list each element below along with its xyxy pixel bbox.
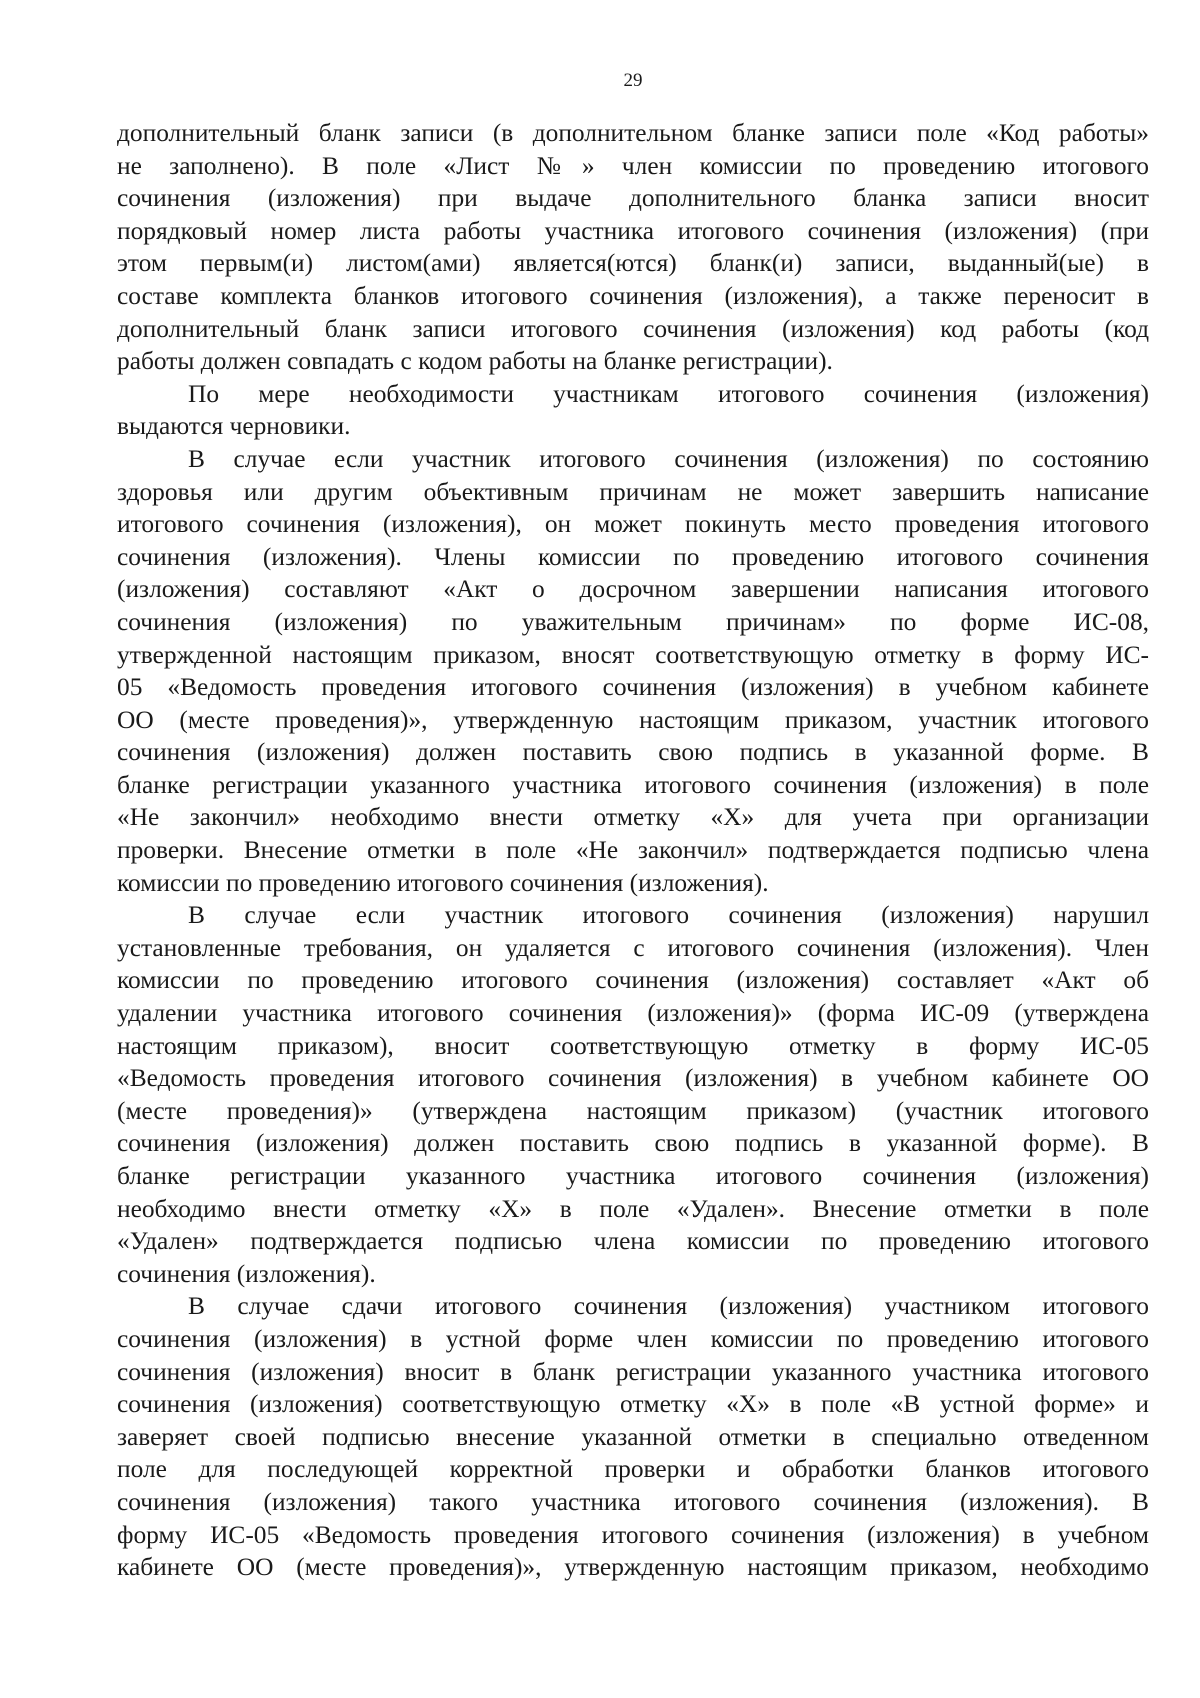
text-line: По мере необходимости участникам итогового сочинения (изложения) <box>188 379 1149 408</box>
text-line: сочинения (изложения) соответствующую отметку «Х» в поле «В устной форме» и <box>117 1390 1149 1419</box>
text-line: этом первым(и) листом(ами) является(ются) бланк(и) записи, выданный(ые) в <box>117 249 1149 278</box>
text-line: сочинения (изложения) должен поставить свою подпись в указанной форме. В <box>117 738 1149 767</box>
text-line: В случае если участник итогового сочинения (изложения) по состоянию <box>188 444 1149 473</box>
text-line: сочинения (изложения) должен поставить свою подпись в указанной форме). В <box>117 1129 1149 1158</box>
text-line: сочинения (изложения) такого участника итогового сочинения (изложения). В <box>117 1487 1149 1516</box>
text-line: составе комплекта бланков итогового сочинения (изложения), а также переносит в <box>117 281 1149 310</box>
text-line: сочинения (изложения) при выдаче дополнительного бланка записи вносит <box>117 184 1149 213</box>
text-line: установленные требования, он удаляется с итогового сочинения (изложения). Член <box>117 933 1149 962</box>
text-line: настоящим приказом), вносит соответствующую отметку в форму ИС-05 <box>117 1031 1149 1060</box>
text-line: сочинения (изложения). Члены комиссии по проведению итогового сочинения <box>117 542 1149 571</box>
text-line: сочинения (изложения) в устной форме член комиссии по проведению итогового <box>117 1324 1149 1353</box>
text-line: дополнительный бланк записи (в дополнительном бланке записи поле «Код работы» <box>117 119 1149 147</box>
text-line: комиссии по проведению итогового сочинения (изложения). <box>117 868 769 897</box>
text-line: форму ИС-05 «Ведомость проведения итогового сочинения (изложения) в учебном <box>117 1520 1149 1549</box>
page-number: 29 <box>623 70 643 91</box>
text-line: 05 «Ведомость проведения итогового сочинения (изложения) в учебном кабинете <box>117 673 1149 702</box>
text-line: сочинения (изложения) по уважительным причинам» по форме ИС-08, <box>117 607 1149 636</box>
text-line: ОО (месте проведения)», утвержденную настоящим приказом, участник итогового <box>117 705 1149 734</box>
paragraph <box>117 378 1149 443</box>
text-line: (месте проведения)» (утверждена настоящим приказом) (участник итогового <box>117 1096 1149 1125</box>
paragraph <box>117 443 1149 899</box>
text-line: работы должен совпадать с кодом работы на бланке регистрации). <box>117 347 833 376</box>
paragraph <box>117 899 1149 1290</box>
text-line: дополнительный бланк записи итогового сочинения (изложения) код работы (код <box>117 314 1149 343</box>
text-line: не заполнено). В поле «Лист №» член комиссии по проведению итогового <box>117 151 1149 180</box>
text-line: «Удален» подтверждается подписью члена комиссии по проведению итогового <box>117 1227 1149 1256</box>
text-line: выдаются черновики. <box>117 412 351 441</box>
text-line: «Ведомость проведения итогового сочинения (изложения) в учебном кабинете ОО <box>117 1064 1149 1093</box>
text-line: В случае если участник итогового сочинения (изложения) нарушил <box>188 901 1149 930</box>
text-line: комиссии по проведению итогового сочинения (изложения) составляет «Акт об <box>117 966 1149 995</box>
text-line: В случае сдачи итогового сочинения (изложения) участником итогового <box>188 1292 1149 1321</box>
text-line: (изложения) составляют «Акт о досрочном завершении написания итогового <box>117 575 1149 604</box>
text-line: утвержденной настоящим приказом, вносят соответствующую отметку в форму ИС- <box>117 640 1149 669</box>
paragraph <box>117 117 1149 378</box>
text-line: поле для последующей корректной проверки и обработки бланков итогового <box>117 1455 1149 1484</box>
text-line: необходимо внести отметку «Х» в поле «Удален». Внесение отметки в поле <box>117 1194 1149 1223</box>
paragraph <box>117 1290 1149 1583</box>
text-line: здоровья или другим объективным причинам не может завершить написание <box>117 477 1149 506</box>
text-line: итогового сочинения (изложения), он может покинуть место проведения итогового <box>117 510 1149 539</box>
text-line: сочинения (изложения). <box>117 1259 376 1288</box>
text-line: сочинения (изложения) вносит в бланк регистрации указанного участника итогового <box>117 1357 1149 1386</box>
text-line: порядковый номер листа работы участника итогового сочинения (изложения) (при <box>117 216 1149 245</box>
text-line: «Не закончил» необходимо внести отметку «Х» для учета при организации <box>117 803 1149 832</box>
document-body <box>117 117 1149 1584</box>
text-line: бланке регистрации указанного участника итогового сочинения (изложения) <box>117 1162 1149 1190</box>
text-line: заверяет своей подписью внесение указанной отметки в специально отведенном <box>117 1422 1149 1451</box>
text-line: удалении участника итогового сочинения (изложения)» (форма ИС-09 (утверждена <box>117 999 1149 1028</box>
text-line: кабинете ОО (месте проведения)», утвержденную настоящим приказом, необходимо <box>117 1553 1149 1582</box>
document-page <box>117 0 1149 1698</box>
text-line: бланке регистрации указанного участника итогового сочинения (изложения) в поле <box>117 770 1149 799</box>
text-line: проверки. Внесение отметки в поле «Не закончил» подтверждается подписью члена <box>117 836 1149 865</box>
